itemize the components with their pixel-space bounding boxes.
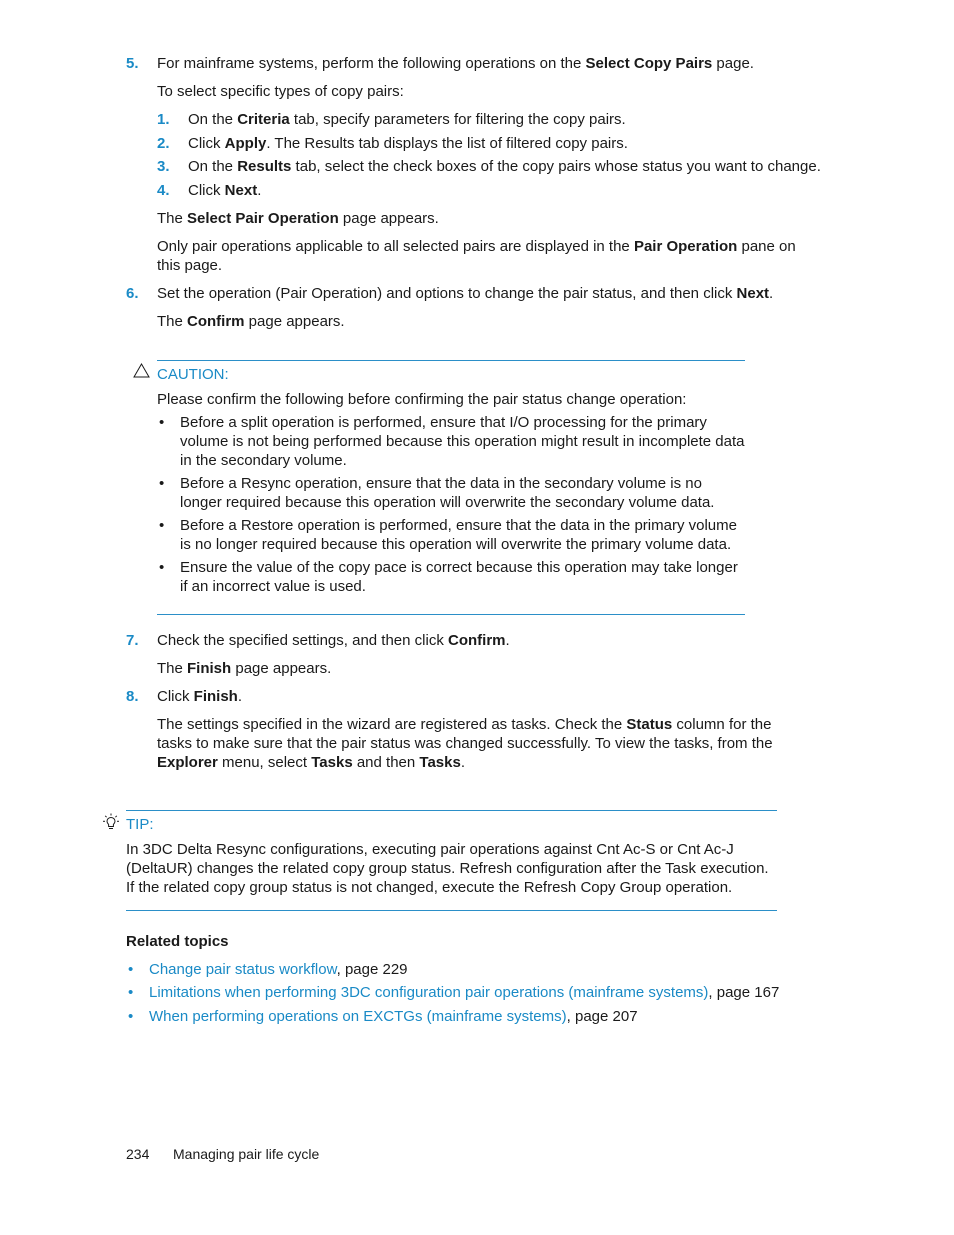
step-8-result-bold-2: Explorer <box>157 754 218 771</box>
substep-1-bold: Criteria <box>237 111 290 128</box>
caution-top-rule <box>157 360 745 361</box>
substep-1-text <box>188 110 626 129</box>
substep-4-number: 4. <box>157 182 170 199</box>
step-7-text-b: . <box>505 632 510 649</box>
step-7-text-a: Check the specified settings, and then click <box>157 632 448 649</box>
step-8-result <box>157 715 805 772</box>
step-5-result <box>157 209 439 228</box>
step-8-text-a: Click <box>157 688 194 705</box>
step-7-result-b: page appears. <box>231 660 332 677</box>
related-item-1-page: , page 229 <box>336 961 408 978</box>
caution-item-3: Before a Restore operation is performed, ensure that the data in the primary volume is no longer required because this operation will overwrite the primary volume data. <box>180 517 737 553</box>
substep-3-bold: Results <box>237 158 292 175</box>
tip-text: In 3DC Delta Resync configurations, executing pair operations against Cnt Ac-S or Cnt Ac-J (DeltaUR) changes the related copy group status. Refresh configuration after the Task execution. If the related copy group status is not changed, execute the Refresh Copy Group operation. <box>126 841 769 896</box>
step-7-result-a: The <box>157 660 188 677</box>
footer-page-number: 234 <box>126 1146 150 1162</box>
step-8-result-bold-4: Tasks <box>419 754 461 771</box>
caution-bullet-3: • <box>159 517 165 534</box>
caution-intro: Please confirm the following before confirming the pair status change operation: <box>157 391 687 408</box>
caution-item-2: Before a Resync operation, ensure that the data in the secondary volume is no longer required because this operation will overwrite the secondary volume data. <box>180 475 715 511</box>
step-7-number: 7. <box>126 632 139 649</box>
substep-3-text-a: On the <box>188 158 238 175</box>
substep-3-text-b: tab, select the check boxes of the copy pairs whose status you want to change. <box>291 158 821 175</box>
step-5-text-b: page. <box>712 55 754 72</box>
step-6-result <box>157 312 345 331</box>
substep-4-text-b: . <box>257 182 262 199</box>
step-5-result-a: The <box>157 210 188 227</box>
step-6-result-bold: Confirm <box>187 313 245 330</box>
step-8-result-bold-1: Status <box>626 716 673 733</box>
caution-label: CAUTION: <box>157 366 229 383</box>
step-7-result <box>157 659 331 678</box>
step-6-text <box>157 284 773 303</box>
related-item-3 <box>149 1007 638 1026</box>
substep-2-text-a: Click <box>188 135 225 152</box>
caution-bullet-1: • <box>159 414 165 431</box>
footer-chapter-title: Managing pair life cycle <box>173 1146 320 1162</box>
related-item-2 <box>149 983 779 1002</box>
caution-bullet-4: • <box>159 559 165 576</box>
substep-4-text <box>188 181 261 200</box>
caution-bottom-rule <box>157 614 745 615</box>
related-link-3dc-limitations[interactable]: Limitations when performing 3DC configuration pair operations (mainframe systems) <box>149 984 709 1001</box>
caution-item-4: Ensure the value of the copy pace is correct because this operation may take longer if an incorrect value is used. <box>180 559 738 595</box>
step-6-text-b: . <box>769 285 774 302</box>
caution-bullet-2: • <box>159 475 165 492</box>
substep-1-text-a: On the <box>188 111 238 128</box>
step-5-text-a: For mainframe systems, perform the following operations on the <box>157 55 586 72</box>
step-8-result-b: column for the tasks to make sure that the pair status was changed successfully. To view the tasks, from the <box>157 716 773 752</box>
step-6-result-a: The <box>157 313 188 330</box>
step-6-text-a: Set the operation (Pair Operation) and options to change the pair status, and then click <box>157 285 737 302</box>
substep-2-text <box>188 134 628 153</box>
step-6-result-b: page appears. <box>244 313 345 330</box>
step-5-bold: Select Copy Pairs <box>585 55 713 72</box>
step-7-result-bold: Finish <box>187 660 232 677</box>
warning-triangle-icon <box>133 363 150 378</box>
step-5-result-bold: Select Pair Operation <box>187 210 339 227</box>
tip-bottom-rule <box>126 910 777 911</box>
related-item-3-page: , page 207 <box>566 1008 638 1025</box>
related-bullet-1: • <box>128 961 134 978</box>
step-5-note <box>157 237 802 275</box>
step-7-text <box>157 631 510 650</box>
step-6-bold: Next <box>736 285 770 302</box>
step-5-text <box>157 54 754 73</box>
substep-3-number: 3. <box>157 158 170 175</box>
substep-1-text-b: tab, specify parameters for filtering the copy pairs. <box>289 111 626 128</box>
step-5-note-b: pane on this page. <box>157 238 796 274</box>
substep-2-text-b: . The Results tab displays the list of filtered copy pairs. <box>266 135 628 152</box>
step-8-bold: Finish <box>193 688 238 705</box>
substep-2-bold: Apply <box>224 135 267 152</box>
related-bullet-2: • <box>128 984 134 1001</box>
step-5-note-bold: Pair Operation <box>633 238 738 255</box>
tip-top-rule <box>126 810 777 811</box>
step-5-note-a: Only pair operations applicable to all selected pairs are displayed in the <box>157 238 634 255</box>
step-8-text <box>157 687 242 706</box>
step-8-result-e: . <box>460 754 465 771</box>
related-bullet-3: • <box>128 1008 134 1025</box>
step-8-number: 8. <box>126 688 139 705</box>
related-item-1 <box>149 960 408 979</box>
substep-3-text <box>188 157 821 176</box>
step-8-text-b: . <box>237 688 243 705</box>
related-link-change-pair-status-workflow[interactable]: Change pair status workflow <box>149 961 337 978</box>
step-7-bold: Confirm <box>448 632 506 649</box>
related-link-exctgs-operations[interactable]: When performing operations on EXCTGs (mainframe systems) <box>149 1008 567 1025</box>
step-8-result-bold-3: Tasks <box>311 754 353 771</box>
substep-1-number: 1. <box>157 111 170 128</box>
step-5-number: 5. <box>126 55 139 72</box>
caution-item-1: Before a split operation is performed, ensure that I/O processing for the primary volume is not being performed because this operation might result in incomplete data in the secondary volume. <box>180 414 745 469</box>
step-5-intro: To select specific types of copy pairs: <box>157 83 404 100</box>
step-6-number: 6. <box>126 285 139 302</box>
step-8-result-a: The settings specified in the wizard are registered as tasks. Check the <box>157 716 627 733</box>
tip-label: TIP: <box>126 816 154 833</box>
substep-4-text-a: Click <box>188 182 225 199</box>
lightbulb-icon <box>102 813 120 831</box>
related-topics-heading: Related topics <box>126 933 229 950</box>
related-item-2-page: , page 167 <box>708 984 780 1001</box>
step-8-result-d: and then <box>352 754 420 771</box>
step-8-result-c: menu, select <box>217 754 312 771</box>
step-5-result-b: page appears. <box>338 210 439 227</box>
substep-2-number: 2. <box>157 135 170 152</box>
substep-4-bold: Next <box>224 182 258 199</box>
